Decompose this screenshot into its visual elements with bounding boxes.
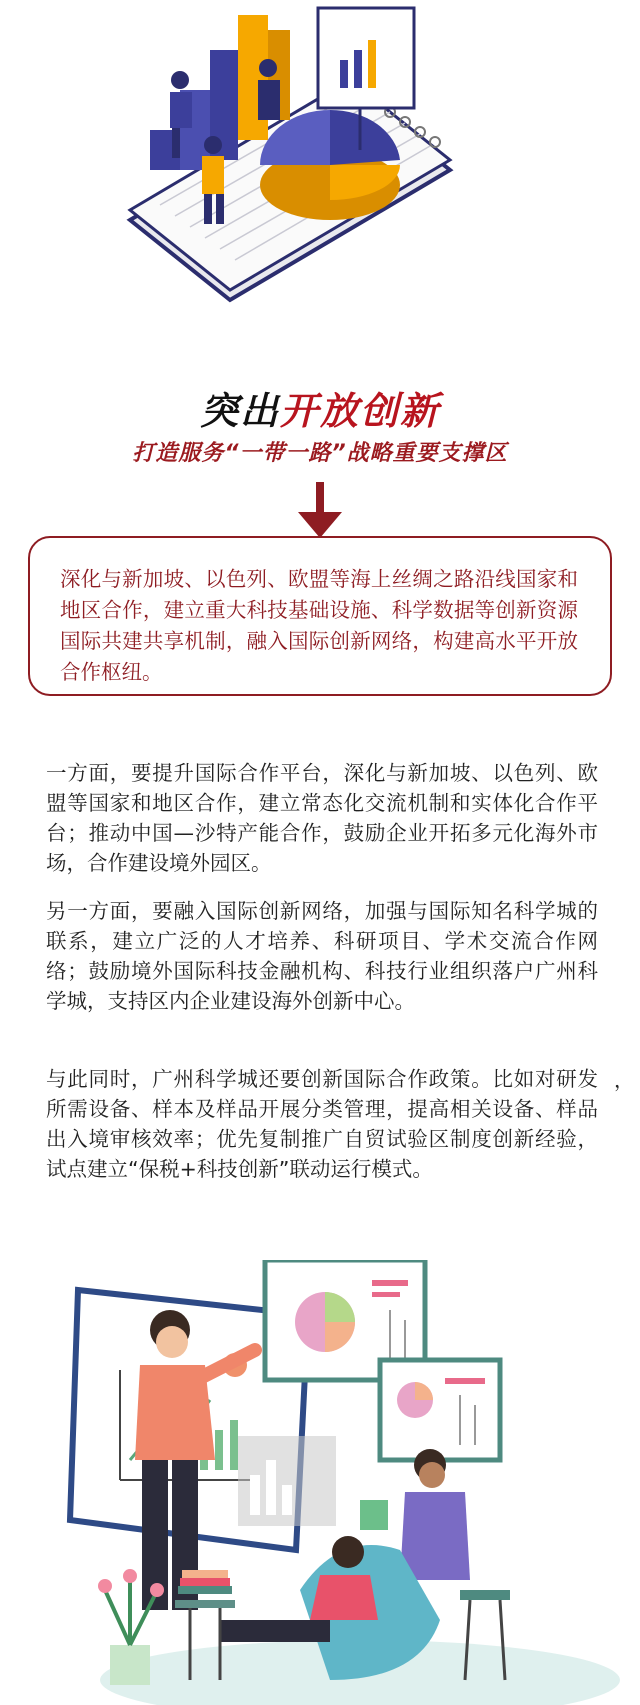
heading-part-red: 开放创新 xyxy=(280,389,441,433)
business-chart-illustration xyxy=(120,0,500,320)
paragraph-1: 一方面，要提升国际合作平台，深化与新加坡、以色列、欧盟等国家和地区合作，建立常态化交流机制和实体化合作平台；推动中国—沙特产能合作，鼓励企业开拓多元化海外市场，合作建设境外园区。 xyxy=(46,761,598,875)
summary-box xyxy=(28,536,612,696)
section-heading xyxy=(0,380,640,435)
heading-part-black: 突出 xyxy=(199,389,280,433)
paragraph-2: 另一方面，要融入国际创新网络，加强与国际知名科学城的联系，建立广泛的人才培养、科研项目、学术交流合作网络；鼓励境外国际科技金融机构、科技行业组织落户广州科学城，支持区内企业建设海外创新中心。 xyxy=(46,899,598,1013)
paragraph-3: 与此同时，广州科学城还要创新国际合作政策。比如对研发所需设备、样本及样品开展分类管理，提高相关设备、样品出入境审核效率；优先复制推广自贸试验区制度创新经验，试点建立“保税+科技创新”联动运行模式。 xyxy=(46,1067,598,1181)
summary-text: 深化与新加坡、以色列、欧盟等海上丝绸之路沿线国家和地区合作，建立重大科技基础设施、科学数据等创新资源国际共建共享机制，融入国际创新网络，构建高水平开放合作枢纽。 xyxy=(60,567,578,684)
down-arrow-icon xyxy=(296,482,344,540)
section-subheading: 打造服务“一带一路”战略重要支撑区 xyxy=(132,441,508,466)
stray-punctuation: ， xyxy=(614,1068,634,1092)
team-meeting-illustration xyxy=(60,1260,620,1705)
